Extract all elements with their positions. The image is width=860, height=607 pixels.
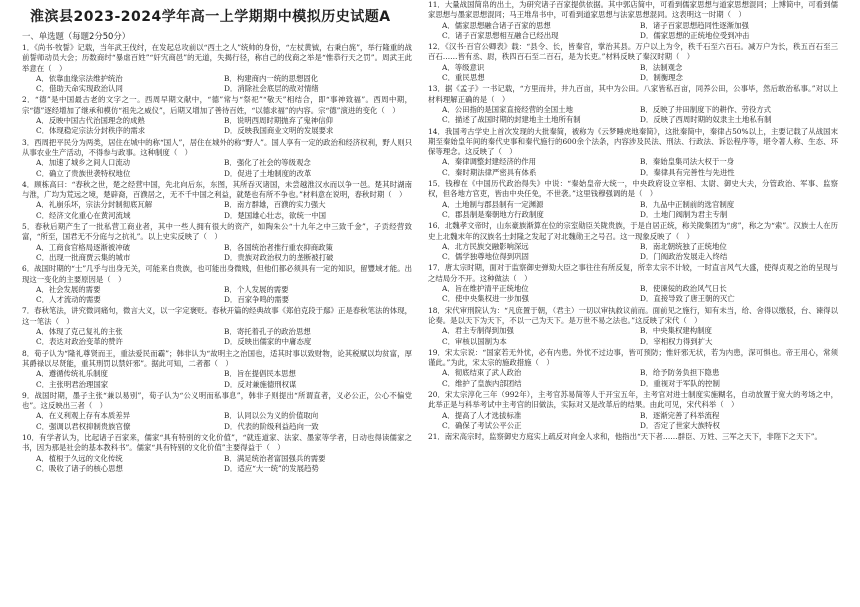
answer-option: C．使中央集权进一步加强 xyxy=(442,294,529,304)
answer-option: B．南北朝统独了正统地位 xyxy=(640,241,727,251)
answer-option: C．诸子百家思想相互融合已经出现 xyxy=(442,30,559,40)
answer-option: A．彻底结束了武人政治 xyxy=(442,368,522,378)
answer-option: A．体现了克己复礼的主张 xyxy=(36,327,123,337)
answer-option: D．代表的阶级利益趋向一致 xyxy=(224,421,319,431)
answer-option: D．秦律具有完善性与先进性 xyxy=(640,167,735,177)
question-stem: 11．大量战国简帛的出土，为研究诸子百家提供依据。其中郭店简中，可看到儒家思想与道家思想混同；上博简中，可看到儒家思想与墨家思想混同；马王堆帛书中，可看到道家思想与法家思想混同。这表明这一时期（ ） xyxy=(428,0,838,20)
answer-option: D．制衡理念 xyxy=(640,73,683,83)
answer-option: B．逐渐完善了科举流程 xyxy=(640,410,720,420)
question-item xyxy=(428,0,838,41)
question-item xyxy=(22,391,412,432)
question-stem: 8．荀子认为“隆礼尊贤而王，重法爱民而霸”；韩非认为“故明主之治国也，适其时事以致财物，论其税赋以均贫富，厚其爵禄以尽贤能，重其刑罚以禁奸邪”。据此可知，二者都（ ） xyxy=(22,348,412,368)
question-stem: 12．《汉书·百官公卿表》载：“县令、长，皆秦官，掌治其县。万户以上为令，秩千石至六百石。减万户为长，秩五百石至三百石……皆有丞、尉，秩四百石至二百石，是为长吏。”材料反映了秦汉时期（ ） xyxy=(428,42,838,62)
question-options xyxy=(22,158,412,179)
question-stem: 18．宋代审刑院认为：“凡庶置于朝，（君主）一切以审执救议前而。面前见之施行，知有未当，给、舍得以缴驳，台、谏得以论奏。是以天下为天下，不以一己为天下。是万世不易之法也。”这反映了宋代（ ） xyxy=(428,305,838,325)
answer-option: A．依靠血缘宗法维护统治 xyxy=(36,73,123,83)
question-list-left xyxy=(22,43,412,474)
answer-option: D．反对兼施德刑权谋 xyxy=(224,379,297,389)
answer-option: B．诸子百家思想趋同性逐渐加强 xyxy=(640,20,749,30)
answer-option: C．确保了考试公平公正 xyxy=(442,420,522,430)
answer-option: C．主张明君治理国家 xyxy=(36,379,109,389)
answer-option: C．借助天命实现政治认同 xyxy=(36,84,123,94)
answer-option: B．个人发展的需要 xyxy=(224,284,289,294)
answer-option: D．消除社会底层的敌对情绪 xyxy=(224,84,319,94)
answer-option: D．儒家思想的正统地位受到冲击 xyxy=(640,30,750,40)
answer-option: A．在义利观上存有本质差异 xyxy=(36,411,131,421)
answer-option: C．确立了贵族世袭特权地位 xyxy=(36,168,131,178)
answer-option: C．审核以国制为本 xyxy=(442,336,507,346)
answer-option: B．满足统治者富国强兵的需要 xyxy=(224,453,326,463)
answer-option: A．工商食官格局逐渐被冲破 xyxy=(36,242,131,252)
answer-option: A．反映中国古代治国理念的成熟 xyxy=(36,116,145,126)
answer-option: D．门阀政治发展走入终结 xyxy=(640,252,728,262)
question-item xyxy=(428,432,838,442)
question-options xyxy=(22,243,412,264)
question-stem: 16．北魏孝文帝时，山东豪族渐算在位的宗室勋臣关陇贵族，于是自居正统，称关陇集团为“虏”，称之为“索”。汉族士人在历史上北魏末年的汉族名士封隆之发起了对北魏勋王之号召。这一现象反映了（ ） xyxy=(428,221,838,241)
answer-option: B．各国统治者推行重农抑商政策 xyxy=(224,242,333,252)
question-stem: 10．有学者认为，比起诸子百家来，儒家“具有特别的文化价值”，“就连道家、法家、墨家等学者，日动也得读儒家之书，因为那是社会的基本教科书”。儒家“具有特别的文化价值”主要得益于（ ） xyxy=(22,432,412,453)
answer-option: C．重民思想 xyxy=(442,73,485,83)
question-options xyxy=(428,368,838,389)
answer-option: B．旨在提倡民本思想 xyxy=(224,369,296,379)
answer-option: D．否定了世家大族特权 xyxy=(640,420,720,430)
question-options xyxy=(22,200,412,221)
question-stem: 14．我国考古学史上首次发现的大批秦简，被称为《云梦睡虎地秦简》，这批秦简中，秦律占50%以上，主要记载了从战国末期至秦始皇年间的秦代史事和秦代施行的600余个法条，内容涉及民法、刑法、行政法、诉讼程序等，堪令著人称、生态、环保等理念。这反映了（ ） xyxy=(428,126,838,157)
answer-option: A．等级意识 xyxy=(442,62,485,72)
answer-option: B．法制观念 xyxy=(640,62,683,72)
answer-option: D．反映出儒家的中庸态度 xyxy=(224,337,312,347)
question-item xyxy=(428,390,838,431)
question-options xyxy=(22,411,412,432)
question-item xyxy=(22,306,412,347)
question-stem: 3．西周把平民分为两类，居住在城中的称“国人”，居住在城外的称“野人”。国人享有一定的政治和经济权利，野人则只从事农业生产活动，不得参与政事。这种制度（ ） xyxy=(22,137,412,157)
question-item xyxy=(22,349,412,390)
answer-option: D．土地门阀制为君主专制 xyxy=(640,209,728,219)
question-stem: 1．《尚书·牧誓》记载，当年武王伐纣，在发起总攻前以“西土之人”统帅的身份，“左杖黄钺，右秉白旄”，举行隆重的战前誓师动员大会；历数商纣“暴虐百姓”“奸宄商邑”的无道，失揭行径，称自己的伐商之举是“惟恭行天之罚”。周武王此举意在（ ） xyxy=(22,43,412,73)
question-item xyxy=(428,306,838,347)
answer-option: B．秦始皇集司法大权于一身 xyxy=(640,157,735,167)
question-item xyxy=(22,95,412,136)
right-column xyxy=(428,0,838,442)
question-options xyxy=(428,63,838,84)
section-heading: 一、单选题（每题2分50分） xyxy=(22,31,131,41)
question-item xyxy=(22,180,412,221)
answer-option: A．土地制与郡县制有一定渊源 xyxy=(442,199,544,209)
question-item xyxy=(428,42,838,83)
answer-option: C．郡县制是秦朝地方行政制度 xyxy=(442,209,544,219)
answer-option: C．儒学独尊地位得到巩固 xyxy=(442,252,529,262)
question-item xyxy=(428,348,838,389)
answer-option: B．强化了社会的等级观念 xyxy=(224,158,311,168)
question-item xyxy=(22,222,412,263)
question-stem: 17．唐太宗时期，面对于监察御史弹劾大臣之事往往有所反复，所幸太宗不计较，一时直言风气大盛，使得贞观之治的呈现与之结局分不开。这种做法（ ） xyxy=(428,263,838,283)
answer-option: C．表达对政治变革的赞许 xyxy=(36,337,123,347)
question-options xyxy=(22,285,412,306)
question-options xyxy=(428,411,838,432)
question-stem: 4．顾栋高曰：“春秋之世，楚之经营中国，先北向后东，东图，其所吞灭诸国，未尝越淮汉水而以争一邑。楚其时湖南与淮，广均为荒远之境，楚辟裔，百濮居之，无不千中国之利益，就楚也有所不争也。”材料意在说明，春秋时期（ ） xyxy=(22,179,412,200)
answer-option: A．儒家思想融合诸子百家的思想 xyxy=(442,20,551,30)
question-options xyxy=(428,157,838,178)
question-stem: 13．据《孟子》一书记载，“方里而井，井九百亩，其中为公田。八家皆私百亩，同养公田，公事毕，然后敢治私事。”对以上材料理解正确的是（ ） xyxy=(428,84,838,104)
page-title: 淮滨县2023-2024学年高一上学期期中模拟历史试题A xyxy=(30,9,391,25)
answer-option: D．楚国雄心壮志，欲统一中国 xyxy=(224,210,327,220)
question-stem: 20．宋太宗淳化三年（992年），主考官苏易简等人于开宝五年，主考官对进士制度实施糊名，自动放置于宽大的考场之中，此举正是与科举考试中主考官的旧做法，实际对又是改革后的结果。由此可见，宋代科举（ ） xyxy=(428,389,838,410)
question-stem: 7．春秋笔法，讲究微词痛句，微言大义，以一字定褒贬。春秋开篇的经典故事《郑伯克段于鄢》正是春秋笔法的体现，这一笔法（ ） xyxy=(22,306,412,326)
answer-option: B．南方群雄，百濮的实力强大 xyxy=(224,200,326,210)
answer-option: A．公田指的是国家直接经营的全国土地 xyxy=(442,104,573,114)
question-item xyxy=(428,84,838,125)
answer-option: B．认同以公为义的价值取向 xyxy=(224,411,319,421)
question-options xyxy=(428,284,838,305)
question-options xyxy=(428,21,838,42)
answer-option: B．给予防务负担下隐患 xyxy=(640,368,720,378)
answer-option: D．适应“大一统”的发展趋势 xyxy=(224,463,319,473)
question-stem: 2．“德”是中国最古老的文字之一。西周早期文献中，“德”常与“祭祀”“敬天”相结合，即“事神致福”。西周中期，宗“德”逐经增加了继承和模仿“祖先之威仪”，后期又增加了善待百姓，“以德求福”的内容。宗“德”演进的变化（ ） xyxy=(22,95,412,115)
answer-option: A．提高了人才选拔标准 xyxy=(442,410,522,420)
question-item xyxy=(428,127,838,178)
answer-option: B．使谏佞的政治风气日长 xyxy=(640,284,727,294)
question-item xyxy=(428,263,838,304)
question-item xyxy=(428,179,838,220)
question-stem: 21．南宋高宗时，监察御史方庭实上疏反对向金人求和，他指出“天下者……群臣、万姓、三军之天下，非陛下之天下”。 xyxy=(428,432,822,442)
question-options xyxy=(428,242,838,263)
answer-option: A．遵循传统礼乐制度 xyxy=(36,369,108,379)
answer-option: D．促进了土地制度的改革 xyxy=(224,168,312,178)
question-item xyxy=(22,138,412,179)
answer-option: C．吸收了诸子的核心思想 xyxy=(36,463,123,473)
answer-option: A．礼崩乐坏，宗法分封制彻底瓦解 xyxy=(36,200,153,210)
answer-option: B．构建商内一统的思想固化 xyxy=(224,73,319,83)
question-options xyxy=(22,369,412,390)
answer-option: D．百家争鸣的需要 xyxy=(224,295,290,305)
answer-option: C．维护了皇族内部团结 xyxy=(442,378,522,388)
left-column xyxy=(22,0,412,475)
question-item xyxy=(22,43,412,94)
answer-option: C．人才流动的需要 xyxy=(36,295,101,305)
question-stem: 5．春秋后期产生了一批私营工商业者，其中一些人拥有很大的资产，如陶朱公“十九年之中三致千金”，子贡经营致富，“所至，国君无不分庭与之抗礼”。以上史实反映了（ ） xyxy=(22,222,412,242)
question-options xyxy=(22,116,412,137)
answer-option: A．君主专制得到加强 xyxy=(442,326,514,336)
answer-option: C．秦时期法律严密具有体系 xyxy=(442,167,537,177)
question-options xyxy=(22,327,412,348)
question-options xyxy=(428,200,838,221)
question-item xyxy=(22,264,412,305)
question-options xyxy=(428,105,838,126)
answer-option: B．九品中正制前的选官制度 xyxy=(640,199,735,209)
question-stem: 6．战国时期的“士”几乎与出身无关，可能来自贵族，也可能出身微贱，但他们都必须具有一定的知识，留豐域才能。出现这一变化的主要原因是（ ） xyxy=(22,264,412,284)
answer-option: A．社会发展的需要 xyxy=(36,284,101,294)
answer-option: C．出现一批商贾云集的城市 xyxy=(36,252,131,262)
question-options xyxy=(22,74,412,95)
answer-option: B．反映了井田制度下的耕作、劳役方式 xyxy=(640,104,772,114)
answer-option: B．说明西周时期抛弃了鬼神信仰 xyxy=(224,116,333,126)
answer-option: D．反映了西周时期的奴隶主土地私有制 xyxy=(640,115,772,125)
question-item xyxy=(428,221,838,262)
answer-option: D．反映我国商业文明的发展要求 xyxy=(224,126,334,136)
answer-option: D．重视对于军队的控制 xyxy=(640,378,720,388)
question-stem: 15．钱穆在《中国历代政治得失》中说：“秦始皇帝大统一，中央政府设立宰相、太尉、御史大夫，分管政治、军事、监察权，但各地方官吏，皆由中央任免，不世袭。”这里钱穆强调的是（ ） xyxy=(428,179,838,199)
question-options xyxy=(428,326,838,347)
answer-option: A．加速了城乡之间人口流动 xyxy=(36,158,131,168)
answer-option: A．旨在维护清平正统地位 xyxy=(442,284,529,294)
answer-option: D．宰相权力得到扩大 xyxy=(640,336,713,346)
answer-option: B．中央集权建构制度 xyxy=(640,326,712,336)
answer-option: D．贵族对政治权力的垄断被打破 xyxy=(224,252,334,262)
answer-option: C．强调以君权抑制贵族官僚 xyxy=(36,421,131,431)
answer-option: A．秦律调整封建经济的作用 xyxy=(442,157,537,167)
answer-option: C．体现稳定宗法分封秩序的需求 xyxy=(36,126,146,136)
answer-option: C．描述了战国时期的封建地主土地所有制 xyxy=(442,115,581,125)
answer-option: C．经济文化重心在黄河流域 xyxy=(36,210,131,220)
question-options xyxy=(22,454,412,475)
answer-option: D．直接导致了唐王朝的灭亡 xyxy=(640,294,735,304)
question-stem: 9．战国时期，墨子主张“兼以易别”，荀子认为“公义明而私事息”，韩非子则提出“所谓直者，义必公正，公心不偏党也”。这反映出三者（ ） xyxy=(22,390,412,411)
question-list-right xyxy=(428,0,838,442)
answer-option: A．北方民族交融影响深远 xyxy=(442,241,529,251)
question-stem: 19．宋太宗说：“国家若无外忧，必有内患。外忧不过边事，皆可预防；惟奸邪无状，若为内患，深可惧也。帝王用心，常须谨此。”为此，宋太宗的施政措施（ ） xyxy=(428,347,838,368)
answer-option: A．植根于久远的文化传统 xyxy=(36,453,123,463)
answer-option: B．寄托着孔子的政治思想 xyxy=(224,327,311,337)
question-item xyxy=(22,433,412,474)
